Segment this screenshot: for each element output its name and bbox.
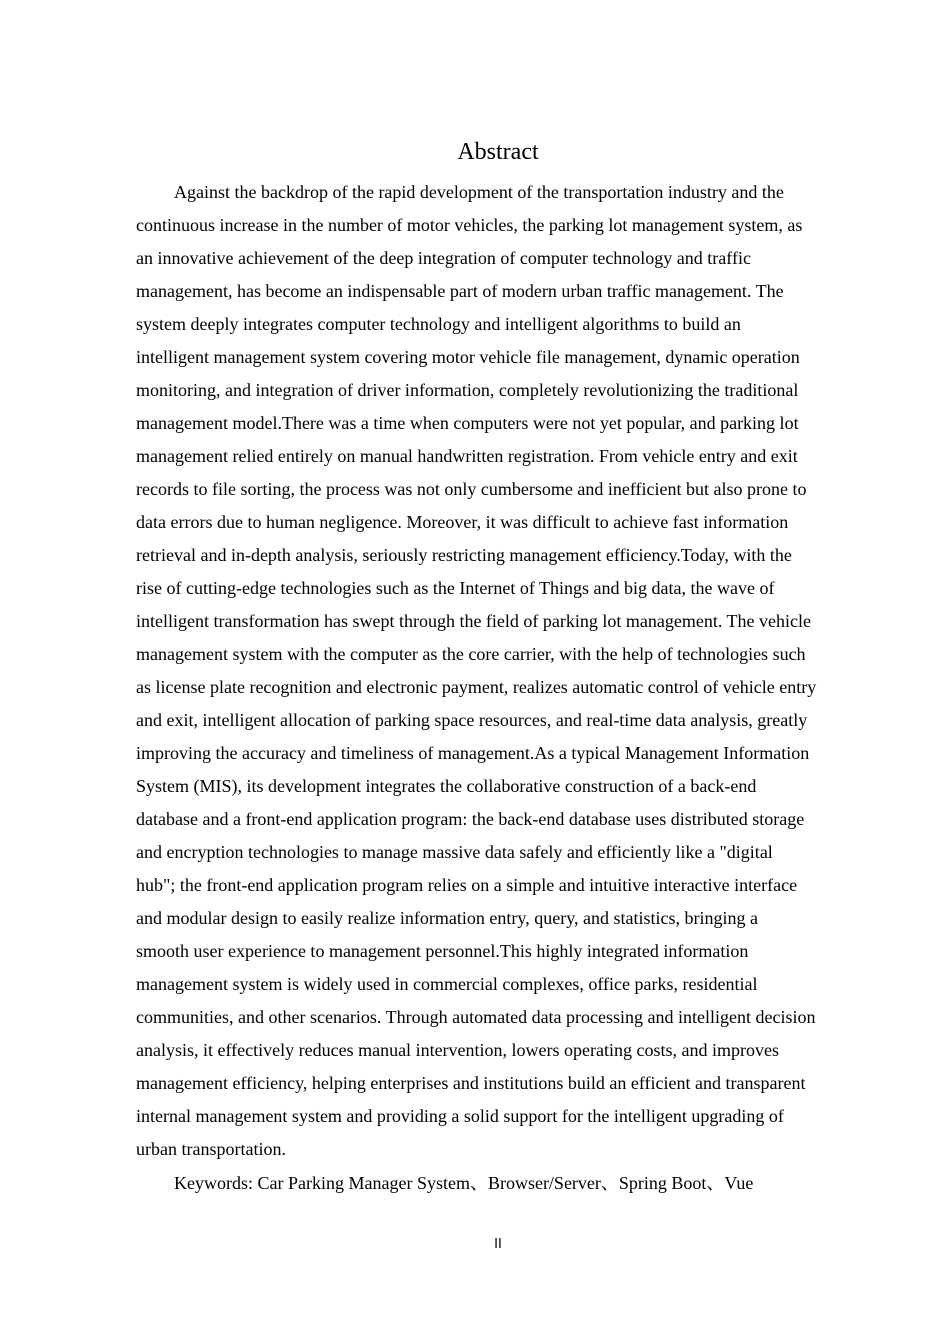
body-line: an innovative achievement of the deep integration of computer technology and traffic <box>136 248 751 268</box>
body-line: monitoring, and integration of driver information, completely revolutionizing the traditional <box>136 380 799 400</box>
body-line: communities, and other scenarios. Through automated data processing and intelligent decision <box>136 1007 816 1027</box>
body-line: management efficiency, helping enterprises and institutions build an efficient and transparent <box>136 1073 806 1093</box>
body-line: and encryption technologies to manage massive data safely and efficiently like a "digital <box>136 842 773 862</box>
body-line: data errors due to human negligence. Moreover, it was difficult to achieve fast information <box>136 512 789 532</box>
body-line: analysis, it effectively reduces manual intervention, lowers operating costs, and improves <box>136 1040 779 1060</box>
page-number: II <box>494 1237 502 1252</box>
body-line: intelligent transformation has swept through the field of parking lot management. The vehicle <box>136 611 811 631</box>
body-line: urban transportation. <box>136 1139 286 1159</box>
abstract-body <box>136 176 866 1166</box>
body-line: management system with the computer as the core carrier, with the help of technologies such <box>136 644 806 664</box>
abstract-title: Abstract <box>457 139 539 165</box>
body-line: smooth user experience to management personnel.This highly integrated information <box>136 941 749 961</box>
body-line: retrieval and in-depth analysis, seriously restricting management efficiency.Today, with the <box>136 545 792 565</box>
keywords-line: Keywords: Car Parking Manager System、Browser/Server、Spring Boot、Vue <box>174 1173 754 1193</box>
body-line: management model.There was a time when computers were not yet popular, and parking lot <box>136 413 799 433</box>
body-line: and modular design to easily realize information entry, query, and statistics, bringing a <box>136 908 758 928</box>
body-line: database and a front-end application program: the back-end database uses distributed storage <box>136 809 805 829</box>
body-line: intelligent management system covering motor vehicle file management, dynamic operation <box>136 347 800 367</box>
body-line: Against the backdrop of the rapid development of the transportation industry and the <box>174 182 784 202</box>
body-line: records to file sorting, the process was not only cumbersome and inefficient but also prone to <box>136 479 807 499</box>
body-line: hub"; the front-end application program relies on a simple and intuitive interactive interface <box>136 875 798 895</box>
body-line: as license plate recognition and electronic payment, realizes automatic control of vehicle entry <box>136 677 817 697</box>
body-line: management, has become an indispensable part of modern urban traffic management. The <box>136 281 784 301</box>
body-line: rise of cutting-edge technologies such as the Internet of Things and big data, the wave of <box>136 578 775 598</box>
body-line: management system is widely used in commercial complexes, office parks, residential <box>136 974 758 994</box>
body-line: system deeply integrates computer technology and intelligent algorithms to build an <box>136 314 741 334</box>
body-line: management relied entirely on manual handwritten registration. From vehicle entry and exit <box>136 446 798 466</box>
body-line: System (MIS), its development integrates the collaborative construction of a back-end <box>136 776 757 796</box>
body-line: and exit, intelligent allocation of parking space resources, and real-time data analysis, greatly <box>136 710 808 730</box>
body-line: improving the accuracy and timeliness of management.As a typical Management Information <box>136 743 810 763</box>
body-line: continuous increase in the number of motor vehicles, the parking lot management system, as <box>136 215 803 235</box>
body-line: internal management system and providing a solid support for the intelligent upgrading of <box>136 1106 784 1126</box>
